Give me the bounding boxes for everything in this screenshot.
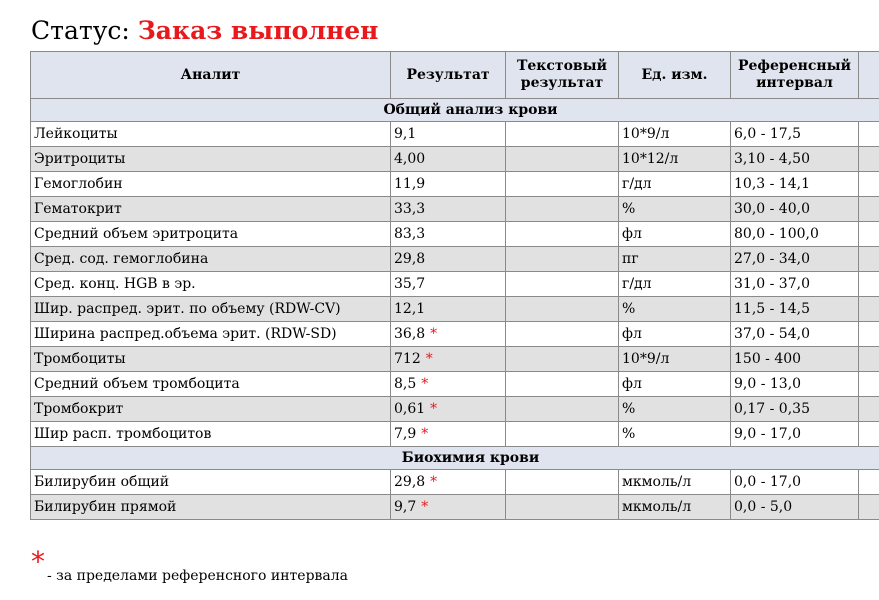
result-value: 83,3 <box>394 226 426 242</box>
unit-cell: пг <box>619 247 731 272</box>
unit-cell: 10*9/л <box>619 122 731 147</box>
text-result-cell <box>506 247 619 272</box>
table-row <box>31 372 879 397</box>
text-result-cell <box>506 495 619 520</box>
section-header-row <box>31 447 879 470</box>
analyte-cell: Средний объем тромбоцита <box>31 372 391 397</box>
result-cell <box>391 347 506 372</box>
extra-cell <box>859 297 879 322</box>
reference-cell: 0,17 - 0,35 <box>731 397 859 422</box>
status-value: Заказ выполнен <box>137 16 379 45</box>
result-cell <box>391 322 506 347</box>
reference-cell: 30,0 - 40,0 <box>731 197 859 222</box>
text-result-cell <box>506 197 619 222</box>
extra-cell <box>859 372 879 397</box>
reference-cell: 31,0 - 37,0 <box>731 272 859 297</box>
result-cell <box>391 247 506 272</box>
table-row <box>31 222 879 247</box>
analyte-cell: Билирубин прямой <box>31 495 391 520</box>
reference-cell: 10,3 - 14,1 <box>731 172 859 197</box>
out-of-range-asterisk-icon: * <box>430 326 438 342</box>
analyte-cell: Сред. сод. гемоглобина <box>31 247 391 272</box>
legend-asterisk-icon: * <box>31 545 45 578</box>
text-result-cell <box>506 222 619 247</box>
analyte-cell: Гемоглобин <box>31 172 391 197</box>
result-value: 0,61 <box>394 401 426 417</box>
analyte-cell: Сред. конц. HGB в эр. <box>31 272 391 297</box>
table-row <box>31 297 879 322</box>
out-of-range-asterisk-icon: * <box>430 401 438 417</box>
analyte-cell: Тромбоциты <box>31 347 391 372</box>
result-cell <box>391 272 506 297</box>
result-value: 7,9 <box>394 426 417 442</box>
result-cell <box>391 122 506 147</box>
result-cell <box>391 422 506 447</box>
result-cell <box>391 222 506 247</box>
text-result-cell <box>506 347 619 372</box>
analyte-cell: Шир. распред. эрит. по объему (RDW-CV) <box>31 297 391 322</box>
extra-cell <box>859 397 879 422</box>
table-header-row <box>31 52 879 99</box>
unit-cell: 10*12/л <box>619 147 731 172</box>
header-unit: Ед. изм. <box>619 52 731 99</box>
table-row <box>31 322 879 347</box>
text-result-cell <box>506 372 619 397</box>
status-label: Статус: <box>31 16 130 45</box>
result-value: 36,8 <box>394 326 426 342</box>
table-row <box>31 495 879 520</box>
reference-cell: 3,10 - 4,50 <box>731 147 859 172</box>
text-result-cell <box>506 470 619 495</box>
reference-cell: 6,0 - 17,5 <box>731 122 859 147</box>
result-cell <box>391 495 506 520</box>
results-table <box>30 51 879 520</box>
analyte-cell: Гематокрит <box>31 197 391 222</box>
extra-cell <box>859 172 879 197</box>
table-row <box>31 172 879 197</box>
text-result-cell <box>506 172 619 197</box>
result-value: 8,5 <box>394 376 417 392</box>
text-result-cell <box>506 397 619 422</box>
result-value: 35,7 <box>394 276 426 292</box>
unit-cell: г/дл <box>619 172 731 197</box>
result-value: 29,8 <box>394 251 426 267</box>
table-row <box>31 247 879 272</box>
extra-cell <box>859 222 879 247</box>
result-cell <box>391 470 506 495</box>
result-cell <box>391 397 506 422</box>
text-result-cell <box>506 147 619 172</box>
table-row <box>31 197 879 222</box>
result-value: 9,7 <box>394 499 417 515</box>
table-row <box>31 470 879 495</box>
unit-cell: % <box>619 422 731 447</box>
reference-cell: 0,0 - 17,0 <box>731 470 859 495</box>
extra-cell <box>859 247 879 272</box>
order-status <box>31 14 378 48</box>
extra-cell <box>859 122 879 147</box>
header-text-result: Текстовый результат <box>506 52 619 99</box>
result-cell <box>391 172 506 197</box>
header-result: Результат <box>391 52 506 99</box>
text-result-cell <box>506 122 619 147</box>
reference-cell: 37,0 - 54,0 <box>731 322 859 347</box>
table-row <box>31 397 879 422</box>
result-value: 712 <box>394 351 421 367</box>
text-result-cell <box>506 422 619 447</box>
result-value: 11,9 <box>394 176 426 192</box>
unit-cell: 10*9/л <box>619 347 731 372</box>
analyte-cell: Лейкоциты <box>31 122 391 147</box>
reference-cell: 9,0 - 13,0 <box>731 372 859 397</box>
section-title: Общий анализ крови <box>31 99 879 122</box>
out-of-range-asterisk-icon: * <box>421 376 429 392</box>
header-extra <box>859 52 879 99</box>
reference-cell: 80,0 - 100,0 <box>731 222 859 247</box>
reference-cell: 27,0 - 34,0 <box>731 247 859 272</box>
header-reference: Референсный интервал <box>731 52 859 99</box>
analyte-cell: Ширина распред.объема эрит. (RDW-SD) <box>31 322 391 347</box>
table-row <box>31 122 879 147</box>
analyte-cell: Средний объем эритроцита <box>31 222 391 247</box>
out-of-range-asterisk-icon: * <box>421 499 429 515</box>
reference-cell: 9,0 - 17,0 <box>731 422 859 447</box>
reference-cell: 0,0 - 5,0 <box>731 495 859 520</box>
result-value: 33,3 <box>394 201 426 217</box>
results-body <box>31 99 879 520</box>
legend-text: - за пределами референсного интервала <box>47 568 349 584</box>
analyte-cell: Билирубин общий <box>31 470 391 495</box>
analyte-cell: Эритроциты <box>31 147 391 172</box>
text-result-cell <box>506 272 619 297</box>
result-value: 9,1 <box>394 126 417 142</box>
section-title: Биохимия крови <box>31 447 879 470</box>
table-row <box>31 147 879 172</box>
result-cell <box>391 372 506 397</box>
result-cell <box>391 197 506 222</box>
result-value: 29,8 <box>394 474 426 490</box>
extra-cell <box>859 272 879 297</box>
text-result-cell <box>506 322 619 347</box>
out-of-range-asterisk-icon: * <box>421 426 429 442</box>
out-of-range-asterisk-icon: * <box>430 474 438 490</box>
unit-cell: г/дл <box>619 272 731 297</box>
extra-cell <box>859 197 879 222</box>
result-value: 4,00 <box>394 151 426 167</box>
extra-cell <box>859 422 879 447</box>
extra-cell <box>859 347 879 372</box>
section-header-row <box>31 99 879 122</box>
unit-cell: мкмоль/л <box>619 470 731 495</box>
extra-cell <box>859 470 879 495</box>
analyte-cell: Шир расп. тромбоцитов <box>31 422 391 447</box>
unit-cell: фл <box>619 322 731 347</box>
extra-cell <box>859 147 879 172</box>
unit-cell: % <box>619 297 731 322</box>
reference-cell: 11,5 - 14,5 <box>731 297 859 322</box>
reference-cell: 150 - 400 <box>731 347 859 372</box>
result-cell <box>391 147 506 172</box>
header-analyte: Аналит <box>31 52 391 99</box>
unit-cell: мкмоль/л <box>619 495 731 520</box>
text-result-cell <box>506 297 619 322</box>
table-row <box>31 347 879 372</box>
extra-cell <box>859 495 879 520</box>
result-value: 12,1 <box>394 301 426 317</box>
analyte-cell: Тромбокрит <box>31 397 391 422</box>
extra-cell <box>859 322 879 347</box>
unit-cell: фл <box>619 222 731 247</box>
out-of-range-asterisk-icon: * <box>425 351 433 367</box>
unit-cell: фл <box>619 372 731 397</box>
legend <box>31 545 349 584</box>
table-row <box>31 272 879 297</box>
unit-cell: % <box>619 397 731 422</box>
unit-cell: % <box>619 197 731 222</box>
result-cell <box>391 297 506 322</box>
table-row <box>31 422 879 447</box>
